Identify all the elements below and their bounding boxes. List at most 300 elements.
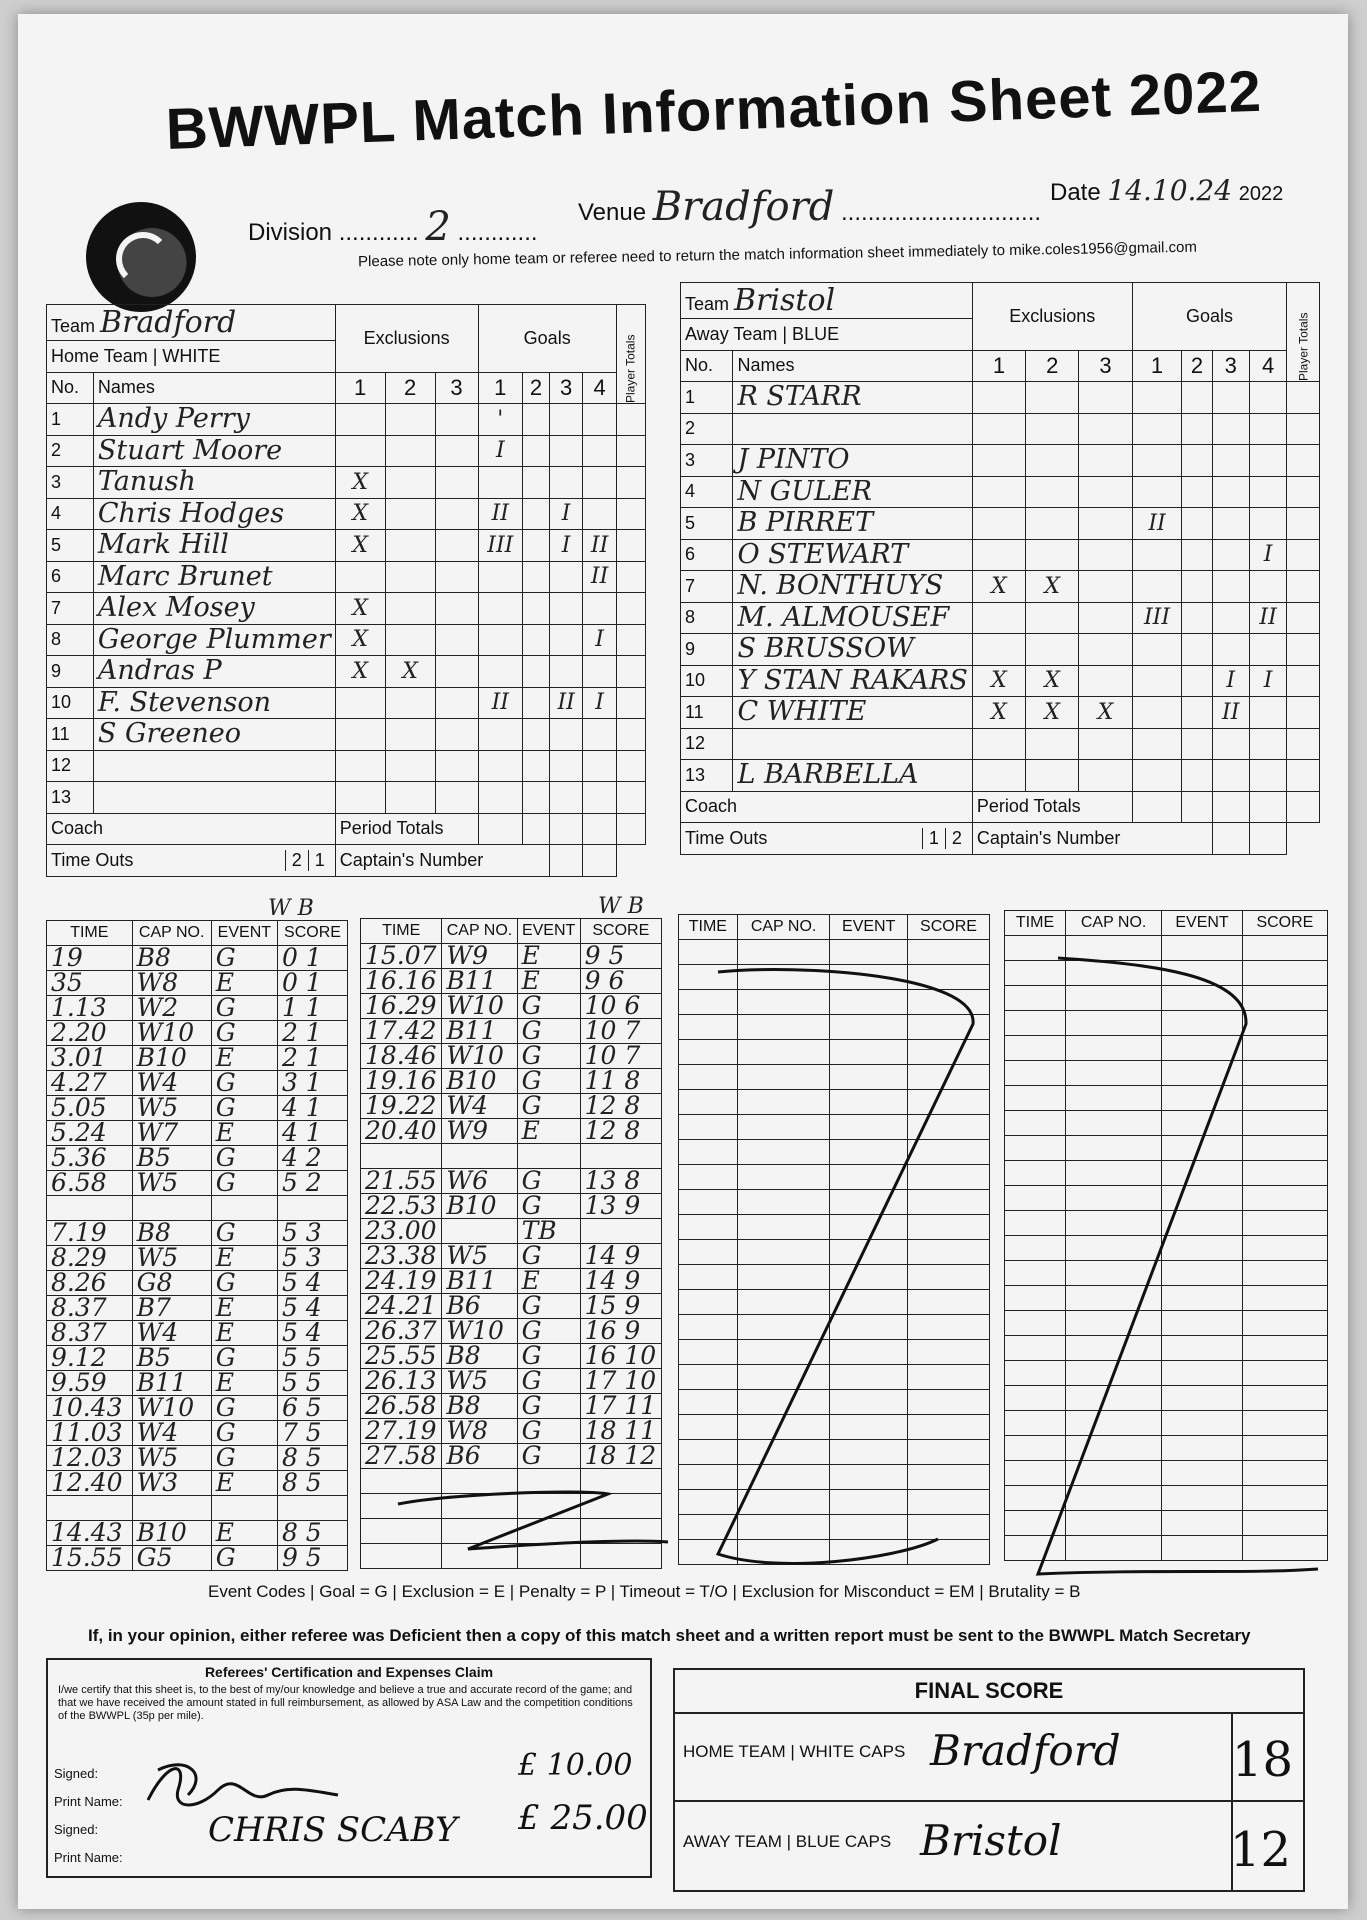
home-period-totals-label: Period Totals [335,813,478,845]
event-code: TB [517,1219,580,1244]
event-time: 20.40 [361,1119,442,1144]
event-time: 10.43 [47,1396,133,1421]
goals-header: Goals [1132,283,1287,351]
event-time: 4.27 [47,1071,133,1096]
goal-tally: II [549,687,582,719]
player-number: 12 [47,750,94,782]
return-note: Please note only home team or referee need to return the match information sheet immediately to mike.coles1956@gmail.com [357,238,1198,271]
player-number: 7 [681,571,733,603]
referee-certification-box [46,1658,652,1878]
event-time: 26.37 [361,1319,442,1344]
event-score: 11 8 [580,1069,661,1094]
exclusions-header: Exclusions [972,283,1132,351]
goal-tally: III [478,530,522,562]
final-score-heading: FINAL SCORE [675,1670,1303,1714]
event-code: G [211,1271,277,1296]
event-cap-no: B11 [442,1019,517,1044]
event-cap-no: W4 [442,1094,517,1119]
event-code: E [211,1296,277,1321]
event-score: 8 5 [277,1521,347,1546]
event-time: 26.58 [361,1394,442,1419]
exclusion-mark: X [335,498,385,530]
exclusion-mark: X [972,665,1025,697]
event-code: E [211,1246,277,1271]
player-number: 5 [681,508,733,540]
event-cap-no: B10 [132,1046,211,1071]
goal-tally: II [583,561,616,593]
goal-tally: II [1249,602,1286,634]
player-number: 3 [47,467,94,499]
player-number: 3 [681,445,733,477]
event-time: 25.55 [361,1344,442,1369]
event-cap-no: B10 [132,1521,211,1546]
home-team-colour: Home Team | WHITE [47,341,336,373]
event-code: G [211,1096,277,1121]
home-coach-label: Coach [47,813,336,845]
event-code: G [517,1419,580,1444]
event-time: 5.36 [47,1146,133,1171]
event-score: 8 5 [277,1471,347,1496]
time-outs-label: Time Outs [51,849,134,870]
event-score: 13 8 [580,1169,661,1194]
date-label: Date [1050,179,1101,206]
event-code: G [517,1044,580,1069]
event-cap-no: W5 [442,1369,517,1394]
event-code: G [517,1069,580,1094]
division-value: 2 [425,204,451,250]
final-home-row [675,1714,1303,1802]
player-name: Mark Hill [93,530,335,562]
event-code: G [211,1346,277,1371]
event-cap-no: W9 [442,944,517,969]
event-code: E [211,1371,277,1396]
final-away-label: AWAY TEAM | BLUE CAPS [683,1832,892,1851]
event-code: E [211,1046,277,1071]
event-score: 4 2 [277,1146,347,1171]
signed-label-2: Signed: [54,1822,99,1837]
event-score: 4 1 [277,1121,347,1146]
event-score: 5 4 [277,1271,347,1296]
exclusion-mark: X [1026,697,1079,729]
player-name: M. ALMOUSEF [733,602,972,634]
event-score: 2 1 [277,1046,347,1071]
exclusion-mark: X [335,624,385,656]
final-score-box [673,1668,1305,1892]
event-score: 10 7 [580,1044,661,1069]
event-time: 2.20 [47,1021,133,1046]
amount-1: £ 10.00 [518,1748,633,1783]
event-code: E [517,1119,580,1144]
goal-tally: II [478,687,522,719]
cap-no-header: CAP NO. [442,919,517,944]
cap-no-header: CAP NO. [737,915,830,940]
event-time: 19.16 [361,1069,442,1094]
cap-no-header: CAP NO. [132,921,211,946]
event-cap-no: W4 [132,1321,211,1346]
player-number: 4 [681,476,733,508]
time-outs-label: Time Outs [685,827,768,848]
event-code: E [211,1521,277,1546]
event-cap-no: W5 [132,1171,211,1196]
event-cap-no: W4 [132,1421,211,1446]
event-score: 9 5 [277,1546,347,1571]
final-away-row [675,1802,1303,1890]
event-score: 16 10 [580,1344,661,1369]
player-name: R STARR [733,382,972,414]
excl-col-1: 1 [972,350,1025,382]
event-time: 15.07 [361,944,442,969]
event-score: 5 3 [277,1221,347,1246]
event-code: G [211,946,277,971]
goal-tally: I [1249,539,1286,571]
printed-name-2: CHRIS SCABY [208,1810,458,1850]
cap-no-header: CAP NO. [1066,911,1162,936]
log1-wb-header: W B [268,896,314,921]
event-score: 12 8 [580,1119,661,1144]
event-cap-no: B8 [442,1344,517,1369]
goal-col-3: 3 [1212,350,1249,382]
player-name: J PINTO [733,445,972,477]
event-score: 0 1 [277,946,347,971]
event-time: 18.46 [361,1044,442,1069]
event-score: 18 11 [580,1419,661,1444]
final-home-team: Bradford [930,1726,1121,1775]
player-name: S Greeneo [93,719,335,751]
event-code: G [211,996,277,1021]
event-time: 8.26 [47,1271,133,1296]
player-name: S BRUSSOW [733,634,972,666]
goal-tally: I [583,687,616,719]
referee-text: I/we certify that this sheet is, to the best of my/our knowledge and believe a true and accurate record of the game; and that we have received the amount stated in full reimbursement, as allowed by ASA Law and the competition conditions of the BWWPL (35p per mile). [58,1684,633,1722]
event-time: 5.05 [47,1096,133,1121]
team-label: Team [51,316,96,336]
player-totals-header: Player Totals [616,305,645,404]
player-name: O STEWART [733,539,972,571]
no-header: No. [681,350,733,382]
event-time: 23.38 [361,1244,442,1269]
event-code: E [517,969,580,994]
event-code: G [517,1369,580,1394]
player-number: 6 [47,561,94,593]
time-header: TIME [1005,911,1066,936]
event-code: G [517,1169,580,1194]
event-cap-no: G5 [132,1546,211,1571]
event-code: G [211,1221,277,1246]
event-code: E [517,944,580,969]
player-number: 10 [681,665,733,697]
event-score: 6 5 [277,1396,347,1421]
player-number: 10 [47,687,94,719]
excl-col-1: 1 [335,372,385,404]
event-cap-no: W5 [132,1446,211,1471]
event-time: 8.37 [47,1296,133,1321]
player-number: 1 [681,382,733,414]
event-code: G [517,994,580,1019]
event-code: G [517,1244,580,1269]
event-time: 27.19 [361,1419,442,1444]
event-header: EVENT [1162,911,1243,936]
event-code: E [211,1471,277,1496]
player-name: Alex Mosey [93,593,335,625]
event-code: G [517,1394,580,1419]
event-cap-no: W8 [442,1419,517,1444]
away-team-colour: Away Team | BLUE [681,319,973,351]
event-time: 19 [47,946,133,971]
amount-2: £ 25.00 [518,1798,648,1838]
goal-tally: III [1132,602,1182,634]
player-number: 1 [47,404,94,436]
player-name: Andras P [93,656,335,688]
event-code: G [211,1071,277,1096]
player-number: 13 [681,760,733,792]
event-time: 1.13 [47,996,133,1021]
player-number: 12 [681,728,733,760]
event-score: 5 4 [277,1296,347,1321]
event-score: 1 1 [277,996,347,1021]
event-score: 14 9 [580,1244,661,1269]
player-name: C WHITE [733,697,972,729]
goal-tally: ' [478,404,522,436]
player-name: Y STAN RAKARS [733,665,972,697]
team-label: Team [685,294,730,314]
player-number: 2 [47,435,94,467]
event-time: 16.29 [361,994,442,1019]
match-sheet [18,14,1348,1909]
exclusion-mark: X [1079,697,1132,729]
event-cap-no: W10 [442,1044,517,1069]
goal-tally: I [549,530,582,562]
event-cap-no: W5 [132,1096,211,1121]
event-time: 35 [47,971,133,996]
player-number: 5 [47,530,94,562]
away-captains-number-label: Captain's Number [972,823,1212,855]
player-number: 4 [47,498,94,530]
event-time: 9.59 [47,1371,133,1396]
event-code: G [517,1194,580,1219]
event-score: 13 9 [580,1194,661,1219]
sheet-title: BWWPL Match Information Sheet 2022 [164,58,1263,162]
event-time: 16.16 [361,969,442,994]
excl-col-3: 3 [1079,350,1132,382]
event-cap-no: B10 [442,1069,517,1094]
time-header: TIME [47,921,133,946]
player-name: B PIRRET [733,508,972,540]
event-cap-no: W10 [442,1319,517,1344]
exclusions-header: Exclusions [335,305,478,373]
event-code: E [211,1121,277,1146]
event-score: 8 5 [277,1446,347,1471]
home-timeout-1: 1 [308,850,331,871]
event-score: 4 1 [277,1096,347,1121]
player-name: Stuart Moore [93,435,335,467]
date-suffix: 2022 [1238,183,1284,205]
goal-col-1: 1 [1132,350,1182,382]
event-code: E [211,1321,277,1346]
event-code: G [211,1021,277,1046]
exclusion-mark: X [335,593,385,625]
score-header: SCORE [277,921,347,946]
event-cap-no: B6 [442,1294,517,1319]
event-score: 14 9 [580,1269,661,1294]
exclusion-mark: X [1026,571,1079,603]
event-score: 17 10 [580,1369,661,1394]
event-cap-no: B5 [132,1146,211,1171]
event-code: G [211,1146,277,1171]
goal-tally: I [549,498,582,530]
event-code: G [517,1319,580,1344]
event-score: 17 11 [580,1394,661,1419]
goals-header: Goals [478,305,616,373]
names-header: Names [733,350,972,382]
player-number: 6 [681,539,733,571]
player-name: Andy Perry [93,404,335,436]
player-totals-header: Player Totals [1287,283,1320,382]
division-label: Division [248,219,333,246]
event-time: 21.55 [361,1169,442,1194]
player-name: N. BONTHUYS [733,571,972,603]
player-number: 7 [47,593,94,625]
goal-col-2: 2 [1182,350,1212,382]
event-cap-no: W10 [132,1396,211,1421]
date-value: 14.10.24 [1107,174,1233,207]
event-time: 27.58 [361,1444,442,1469]
event-cap-no: W4 [132,1071,211,1096]
goal-tally: II [478,498,522,530]
away-period-totals-label: Period Totals [972,791,1132,823]
event-score: 10 6 [580,994,661,1019]
exclusion-mark: X [972,697,1025,729]
event-score: 5 5 [277,1346,347,1371]
event-score: 18 12 [580,1444,661,1469]
away-coach-label: Coach [681,791,973,823]
player-number: 11 [681,697,733,729]
log2-wb-header: W B [598,894,644,919]
exclusion-mark: X [335,530,385,562]
event-cap-no: B5 [132,1346,211,1371]
event-cap-no: B11 [442,1269,517,1294]
home-team-name: Bradford [100,305,237,340]
event-cap-no: W5 [442,1244,517,1269]
event-cap-no: B8 [442,1394,517,1419]
away-timeout-2: 2 [945,828,968,849]
no-header: No. [47,372,94,404]
crossout-z-log3 [718,970,973,1564]
event-header: EVENT [830,915,908,940]
event-cap-no: B6 [442,1444,517,1469]
event-code: G [211,1446,277,1471]
referee-heading: Referees' Certification and Expenses Claim [204,1664,494,1680]
goal-col-4: 4 [1249,350,1286,382]
event-time: 7.19 [47,1221,133,1246]
goal-tally: I [478,435,522,467]
event-time: 15.55 [47,1546,133,1571]
player-number: 11 [47,719,94,751]
goal-col-3: 3 [549,372,582,404]
event-code: G [517,1444,580,1469]
event-cap-no: B10 [442,1194,517,1219]
event-cap-no: W5 [132,1246,211,1271]
player-number: 9 [681,634,733,666]
event-time: 9.12 [47,1346,133,1371]
excl-col-2: 2 [385,372,435,404]
goal-tally: II [1212,697,1249,729]
event-time: 26.13 [361,1369,442,1394]
event-code: E [517,1269,580,1294]
player-name: George Plummer [93,624,335,656]
goal-tally: I [583,624,616,656]
goal-col-1: 1 [478,372,522,404]
player-name: Marc Brunet [93,561,335,593]
score-header: SCORE [1242,911,1327,936]
goal-tally: I [1249,665,1286,697]
goal-tally: II [1132,508,1182,540]
score-header: SCORE [907,915,989,940]
crossout-z-log2 [398,1492,668,1549]
event-time: 19.22 [361,1094,442,1119]
event-cap-no: B7 [132,1296,211,1321]
event-cap-no: W3 [132,1471,211,1496]
event-time: 8.37 [47,1321,133,1346]
final-home-score: 18 [1231,1732,1293,1788]
time-header: TIME [679,915,738,940]
goal-col-2: 2 [523,372,550,404]
event-code: G [517,1344,580,1369]
event-time: 17.42 [361,1019,442,1044]
event-code: G [517,1019,580,1044]
deficient-referee-note: If, in your opinion, either referee was Deficient then a copy of this match sheet and a written report must be sent to the BWWPL Match Secretary [88,1626,1251,1645]
event-cap-no: G8 [132,1271,211,1296]
exclusion-mark: X [385,656,435,688]
event-code: G [517,1294,580,1319]
print-name-label-1: Print Name: [54,1794,123,1809]
event-time: 22.53 [361,1194,442,1219]
event-cap-no: B8 [132,946,211,971]
player-name: F. Stevenson [93,687,335,719]
event-cap-no: W7 [132,1121,211,1146]
event-score: 7 5 [277,1421,347,1446]
event-cap-no: B11 [442,969,517,994]
division-field: Division ............ 2 ............ [248,204,538,250]
event-time: 3.01 [47,1046,133,1071]
event-time: 8.29 [47,1246,133,1271]
print-name-label-2: Print Name: [54,1850,123,1865]
venue-value: Bradford [652,184,835,230]
event-cap-no: W10 [132,1021,211,1046]
event-time: 24.21 [361,1294,442,1319]
event-time: 11.03 [47,1421,133,1446]
score-header: SCORE [580,919,661,944]
event-code: G [517,1094,580,1119]
event-cap-no: B11 [132,1371,211,1396]
time-header: TIME [361,919,442,944]
venue-field: Venue Bradford .............................. [578,184,1042,230]
referee-sign-lines [54,1760,123,1872]
crossout-z-log4 [1038,958,1318,1574]
goal-tally: II [583,530,616,562]
player-name: L BARBELLA [733,760,972,792]
exclusion-mark: X [335,467,385,499]
names-header: Names [93,372,335,404]
event-score: 10 7 [580,1019,661,1044]
event-score: 16 9 [580,1319,661,1344]
event-score: 15 9 [580,1294,661,1319]
event-time: 23.00 [361,1219,442,1244]
event-score: 12 8 [580,1094,661,1119]
final-home-label: HOME TEAM | WHITE CAPS [683,1742,906,1761]
event-cap-no: W9 [442,1119,517,1144]
excl-col-2: 2 [1026,350,1079,382]
event-code: G [211,1396,277,1421]
